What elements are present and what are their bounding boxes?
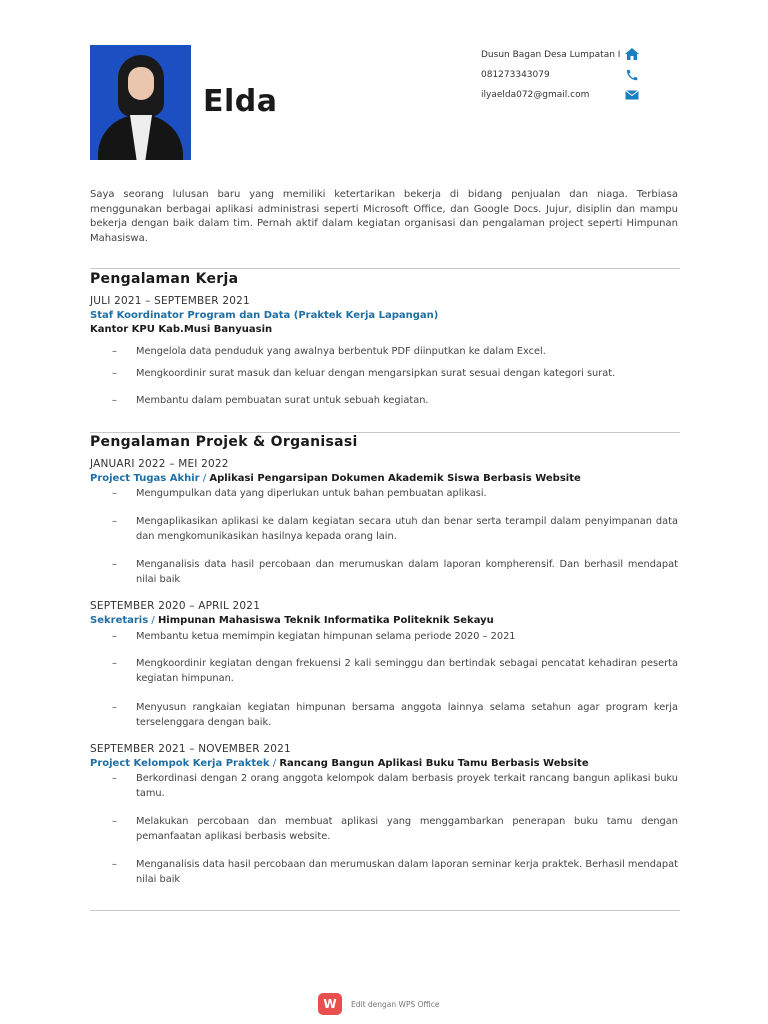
wps-logo-icon: W	[318, 993, 342, 1015]
project-date: SEPTEMBER 2020 – APRIL 2021	[90, 600, 261, 612]
profile-photo	[90, 45, 191, 160]
divider	[90, 910, 680, 911]
list-item: – Mengaplikasikan aplikasi ke dalam kegiatan secara utuh dan benar serta terampil dalam penyimpanan data dan mengkomunikasikan hasilnya kepada orang lain.	[112, 516, 678, 542]
list-item: – Menganalisis data hasil percobaan dan merumuskan dalam laporan kompherensif. Dan berhasil mendapat nilai baik	[112, 559, 678, 585]
home-icon	[625, 45, 639, 57]
list-item: – Melakukan percobaan dan membuat aplikasi yang menggambarkan penerapan buku tamu dengan pemanfaatan aplikasi berbasis website.	[112, 816, 678, 842]
project-role: Project Kelompok Kerja Praktek / Rancang Bangun Aplikasi Buku Tamu Berbasis Website	[90, 758, 589, 769]
list-item: – Membantu ketua memimpin kegiatan himpunan selama periode 2020 – 2021	[112, 631, 516, 642]
section-title-work: Pengalaman Kerja	[90, 271, 239, 287]
wps-footer[interactable]	[318, 993, 440, 1015]
list-item: – Mengumpulkan data yang diperlukan untuk bahan pembuatan aplikasi.	[112, 488, 487, 499]
list-item: – Membantu dalam pembuatan surat untuk sebuah kegiatan.	[112, 395, 429, 406]
list-item: – Mengelola data penduduk yang awalnya berbentuk PDF diinputkan ke dalam Excel.	[112, 346, 546, 357]
profile-summary: Saya seorang lulusan baru yang memiliki ketertarikan bekerja di bidang penjualan dan niaga. Terbiasa menggunakan berbagai aplikasi administrasi seperti Microsoft Office, dan Google Docs. Jujur, disiplin dan mampu bekerja dengan baik dalam tim. Pernah aktif dalam kegiatan organisasi dan pengalaman project seperti Himpunan Mahasiswa.	[90, 189, 678, 244]
wps-footer-text: Edit dengan WPS Office	[351, 999, 440, 1009]
project-date: JANUARI 2022 – MEI 2022	[90, 458, 229, 470]
project-role: Project Tugas Akhir / Aplikasi Pengarsipan Dokumen Akademik Siswa Berbasis Website	[90, 473, 581, 484]
list-item: – Menyusun rangkaian kegiatan himpunan bersama anggota lainnya selama setahun agar program kerja terselenggara dengan baik.	[112, 702, 678, 728]
person-name: Elda	[203, 84, 278, 119]
list-item: – Berkordinasi dengan 2 orang anggota kelompok dalam berbasis proyek terkait rancang bangun aplikasi buku tamu.	[112, 773, 678, 799]
phone-text: 081273343079	[481, 70, 550, 80]
list-item: – Mengkoordinir surat masuk dan keluar dengan mengarsipkan surat sesuai dengan kategori surat.	[112, 368, 616, 379]
mail-icon	[625, 86, 639, 98]
divider	[90, 432, 680, 433]
work-company: Kantor KPU Kab.Musi Banyuasin	[90, 324, 273, 335]
divider	[90, 268, 680, 269]
section-title-projects: Pengalaman Projek & Organisasi	[90, 434, 358, 450]
work-role: Staf Koordinator Program dan Data (Praktek Kerja Lapangan)	[90, 310, 439, 321]
email-text[interactable]: ilyaelda072@gmail.com	[481, 90, 590, 100]
list-item: – Menganalisis data hasil percobaan dan merumuskan dalam laporan seminar kerja praktek. Berhasil mendapat nilai baik	[112, 859, 678, 885]
list-item: – Mengkoordinir kegiatan dengan frekuensi 2 kali seminggu dan bertindak sebagai pencatat kehadiran peserta kegiatan himpunan.	[112, 658, 678, 684]
phone-icon	[625, 66, 639, 78]
address-text: Dusun Bagan Desa Lumpatan I	[481, 50, 621, 60]
work-date: JULI 2021 – SEPTEMBER 2021	[90, 295, 250, 307]
project-role: Sekretaris / Himpunan Mahasiswa Teknik Informatika Politeknik Sekayu	[90, 615, 494, 626]
project-date: SEPTEMBER 2021 – NOVEMBER 2021	[90, 743, 291, 755]
